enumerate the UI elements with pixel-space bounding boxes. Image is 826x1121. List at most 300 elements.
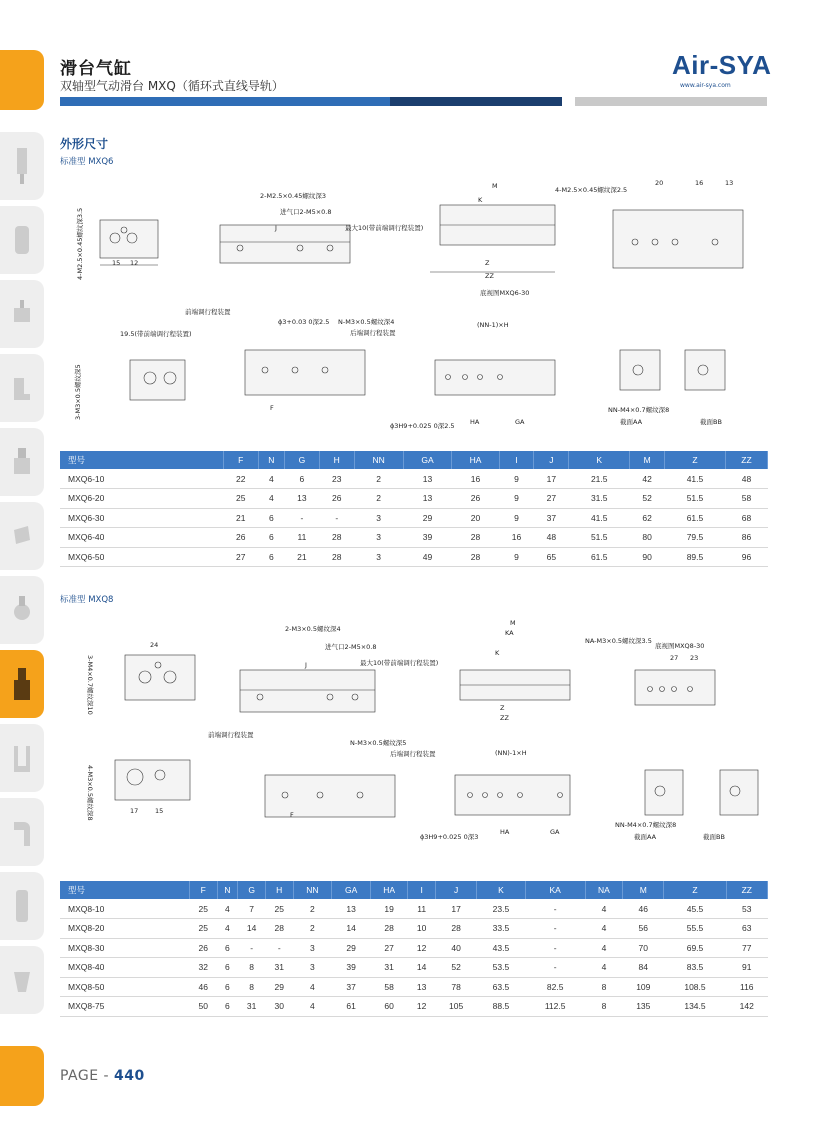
mxq6-front-adj-19-label: 19.5(带前端调行程装置) <box>120 330 192 338</box>
table-row <box>60 469 768 489</box>
mxq8-bottom-adj-view <box>420 749 570 841</box>
table-cell: 116 <box>726 977 767 997</box>
mxq8-technical-drawing <box>60 615 780 875</box>
table-cell: 78 <box>435 977 476 997</box>
elbow-icon <box>12 812 32 852</box>
table-cell: 46 <box>189 977 217 997</box>
table-cell: - <box>525 958 585 978</box>
mxq8-n-thread-label: N-M3×0.5螺纹深5 <box>350 739 407 747</box>
svg-text:ZZ: ZZ <box>500 714 509 722</box>
table-cell: 84 <box>623 958 664 978</box>
table-cell: 13 <box>332 899 371 919</box>
model-cell: MXQ6-40 <box>60 528 223 548</box>
table-cell: 80 <box>630 528 665 548</box>
mxq8-section-views <box>615 770 758 841</box>
svg-text:K: K <box>478 196 483 204</box>
category-tab-12[interactable] <box>0 946 44 1014</box>
table-cell: 27 <box>223 547 258 567</box>
table-cell: 30 <box>265 997 293 1017</box>
mxq8-nn-m4-label: NN-M4×0.7螺纹深8 <box>615 821 677 829</box>
svg-text:27: 27 <box>670 654 679 662</box>
table-cell: - <box>525 899 585 919</box>
svg-text:K: K <box>495 649 500 657</box>
bracket-icon <box>12 738 32 778</box>
svg-text:GA: GA <box>515 418 525 426</box>
table-cell: 109 <box>623 977 664 997</box>
table-header-cell: G <box>238 881 266 899</box>
table-cell: 88.5 <box>477 997 525 1017</box>
rotary-icon <box>12 516 32 556</box>
model-cell: MXQ6-20 <box>60 489 223 509</box>
bottom-accent-tab <box>0 1046 44 1106</box>
table-cell: 26 <box>452 489 499 509</box>
table-row <box>60 958 768 978</box>
page-title: 滑台气缸 <box>60 59 132 79</box>
mxq6-bottom-adj-view <box>390 321 555 430</box>
table-cell: 68 <box>725 508 767 528</box>
svg-text:13: 13 <box>725 179 734 187</box>
svg-text:GA: GA <box>550 828 560 836</box>
table-cell: 28 <box>370 919 407 939</box>
category-tab-3[interactable] <box>0 280 44 348</box>
mxq6-rear-adj-label: 后端调行程装置 <box>350 329 396 337</box>
table-header-cell: I <box>408 881 436 899</box>
mxq6-phi3-label: ϕ3+0.03 0深2.5 <box>278 318 330 326</box>
table-cell: 53 <box>726 899 767 919</box>
table-header-cell: GA <box>403 451 452 469</box>
mxq8-front-view <box>240 624 438 712</box>
table-cell: 21 <box>284 547 319 567</box>
table-cell: 63 <box>726 919 767 939</box>
table-cell: 26 <box>223 528 258 548</box>
table-header-cell: H <box>265 881 293 899</box>
table-cell: 4 <box>258 469 284 489</box>
mxq8-top-thread-label: 2-M3×0.5螺纹深4 <box>285 625 341 633</box>
table-cell: 46 <box>623 899 664 919</box>
mxq8-spec-table <box>60 881 768 1017</box>
table-cell: 14 <box>408 958 436 978</box>
table-cell: 9 <box>499 489 534 509</box>
table-cell: 8 <box>238 977 266 997</box>
table-cell: - <box>525 938 585 958</box>
actuator-icon <box>12 590 32 630</box>
svg-text:J: J <box>305 661 307 669</box>
table-cell: 142 <box>726 997 767 1017</box>
table-row <box>60 919 768 939</box>
table-cell: 56 <box>623 919 664 939</box>
table-cell: 6 <box>217 958 238 978</box>
table-cell: 28 <box>265 919 293 939</box>
table-cell: 13 <box>284 489 319 509</box>
mxq6-section-bb-label: 截面BB <box>700 418 722 426</box>
page-subtitle: 双轴型气动滑台 MXQ（循环式直线导轨） <box>60 79 284 93</box>
svg-text:J: J <box>275 224 277 232</box>
mxq6-nn-h-label: (NN-1)×H <box>477 321 509 329</box>
table-cell: 3 <box>293 938 332 958</box>
mxq8-na-thread-label: NA-M3×0.5螺纹深3.5 <box>585 637 652 645</box>
table-cell: 11 <box>284 528 319 548</box>
table-cell: 29 <box>265 977 293 997</box>
mxq6-nn-m4-label: NN-M4×0.7螺纹深8 <box>608 406 670 414</box>
table-cell: 48 <box>725 469 767 489</box>
table-cell: 45.5 <box>664 899 726 919</box>
table-header-cell: GA <box>332 881 371 899</box>
mxq6-side-adj-view <box>185 307 396 412</box>
mxq6-top-thread-label: 2-M2.5×0.45螺纹深3 <box>260 192 326 200</box>
table-cell: 3 <box>293 958 332 978</box>
mxq8-label: 标准型 MXQ8 <box>60 595 114 605</box>
mxq6-phi3h9-label: ϕ3H9+0.025 0深2.5 <box>390 422 455 430</box>
svg-text:15: 15 <box>112 259 121 267</box>
table-header-cell: N <box>258 451 284 469</box>
table-header-cell: K <box>477 881 525 899</box>
table-row <box>60 938 768 958</box>
table-cell: 58 <box>725 489 767 509</box>
table-cell: 112.5 <box>525 997 585 1017</box>
table-header-cell: G <box>284 451 319 469</box>
table-cell: 2 <box>354 469 403 489</box>
svg-text:24: 24 <box>150 641 159 649</box>
table-row <box>60 997 768 1017</box>
cylinder-icon <box>12 220 32 260</box>
mxq8-bottom-view <box>635 641 715 705</box>
mxq8-front-adj-label: 前端调行程装置 <box>208 731 254 739</box>
table-cell: 86 <box>725 528 767 548</box>
table-cell: 4 <box>293 977 332 997</box>
table-row <box>60 508 768 528</box>
svg-text:Z: Z <box>485 259 490 267</box>
svg-text:20: 20 <box>655 179 664 187</box>
svg-text:12: 12 <box>130 259 139 267</box>
table-cell: 2 <box>293 919 332 939</box>
table-header-cell: NN <box>293 881 332 899</box>
header-bar-navy <box>390 97 562 106</box>
svg-text:HA: HA <box>500 828 510 836</box>
table-cell: 28 <box>452 547 499 567</box>
table-cell: 90 <box>630 547 665 567</box>
svg-text:15: 15 <box>155 807 164 815</box>
mxq6-technical-drawing <box>60 170 780 440</box>
table-cell: 4 <box>585 899 622 919</box>
table-cell: 11 <box>408 899 436 919</box>
table-cell: 51.5 <box>665 489 726 509</box>
table-cell: 69.5 <box>664 938 726 958</box>
table-cell: 6 <box>258 528 284 548</box>
category-tab-2[interactable] <box>0 206 44 274</box>
valve-icon <box>12 294 32 334</box>
table-cell: 53.5 <box>477 958 525 978</box>
table-cell: 70 <box>623 938 664 958</box>
table-cell: 13 <box>408 977 436 997</box>
table-row <box>60 547 768 567</box>
table-header-cell: 型号 <box>60 881 189 899</box>
table-cell: 40 <box>435 938 476 958</box>
table-cell: 26 <box>319 489 354 509</box>
table-cell: 8 <box>585 997 622 1017</box>
table-header-cell: NN <box>354 451 403 469</box>
cylinder-icon <box>12 146 32 186</box>
table-cell: 4 <box>217 899 238 919</box>
table-cell: 61.5 <box>665 508 726 528</box>
table-header-cell: N <box>217 881 238 899</box>
model-cell: MXQ6-30 <box>60 508 223 528</box>
section-title: 外形尺寸 <box>60 137 109 151</box>
cup-icon <box>12 960 32 1000</box>
mxq8-m3-thread-label: 4-M3×0.5螺纹深8 <box>86 765 94 821</box>
table-cell: 25 <box>265 899 293 919</box>
category-tab-11[interactable] <box>0 872 44 940</box>
table-cell: 65 <box>534 547 569 567</box>
table-cell: 6 <box>217 997 238 1017</box>
mxq6-front-adj-label: 前端调行程装置 <box>185 308 231 316</box>
table-cell: 4 <box>585 958 622 978</box>
table-cell: 26 <box>189 938 217 958</box>
mxq8-max-stroke-label: 最大10(带前端调行程装置) <box>360 659 439 667</box>
header-bar-grey <box>575 97 767 106</box>
table-cell: 3 <box>354 528 403 548</box>
table-header-cell: J <box>534 451 569 469</box>
table-cell: 6 <box>258 508 284 528</box>
table-cell: 39 <box>403 528 452 548</box>
table-cell: 51.5 <box>569 528 630 548</box>
mxq6-n-thread-label: N-M3×0.5螺纹深4 <box>338 318 395 326</box>
mxq8-side-adj-view <box>208 730 436 819</box>
mxq8-section-aa-label: 截面AA <box>634 833 657 841</box>
mxq6-max-stroke-label: 最大10(带前端调行程装置) <box>345 224 424 232</box>
mxq8-bottom-view-label: 底视图MXQ8-30 <box>655 642 705 650</box>
table-cell: 63.5 <box>477 977 525 997</box>
model-cell: MXQ8-10 <box>60 899 189 919</box>
table-cell: 50 <box>189 997 217 1017</box>
model-cell: MXQ8-20 <box>60 919 189 939</box>
slide-table-icon <box>12 664 32 704</box>
table-cell: 2 <box>293 899 332 919</box>
table-cell: 13 <box>403 489 452 509</box>
table-header-cell: KA <box>525 881 585 899</box>
table-header-cell: NA <box>585 881 622 899</box>
table-cell: 52 <box>435 958 476 978</box>
table-header-cell: J <box>435 881 476 899</box>
table-header-cell: 型号 <box>60 451 223 469</box>
table-cell: 31.5 <box>569 489 630 509</box>
table-row <box>60 899 768 919</box>
table-cell: 6 <box>217 977 238 997</box>
mxq6-spec-table <box>60 451 768 567</box>
table-cell: 21.5 <box>569 469 630 489</box>
mxq8-top-view <box>460 619 652 722</box>
fitting-icon <box>12 368 32 408</box>
table-cell: 6 <box>258 547 284 567</box>
mxq6-end-view <box>73 329 192 420</box>
mxq8-side-thread-label: 3-M4×0.7螺纹深10 <box>86 655 94 715</box>
table-cell: - <box>284 508 319 528</box>
mxq6-label: 标准型 MXQ6 <box>60 157 114 167</box>
table-cell: 10 <box>408 919 436 939</box>
brand-url: www.air-sya.com <box>680 82 731 89</box>
table-cell: 79.5 <box>665 528 726 548</box>
mxq6-bottom-thread-label: 4-M2.5×0.45螺纹深2.5 <box>555 186 628 194</box>
table-header-row <box>60 881 768 899</box>
table-cell: 8 <box>585 977 622 997</box>
table-cell: 27 <box>370 938 407 958</box>
svg-text:M: M <box>510 619 516 627</box>
mxq6-top-view <box>430 182 627 280</box>
category-tab-1[interactable] <box>0 132 44 200</box>
table-cell: 96 <box>725 547 767 567</box>
table-header-cell: ZZ <box>725 451 767 469</box>
table-cell: 19 <box>370 899 407 919</box>
table-cell: 89.5 <box>665 547 726 567</box>
table-cell: - <box>238 938 266 958</box>
category-tab-6[interactable] <box>0 502 44 570</box>
svg-text:23: 23 <box>690 654 699 662</box>
category-sidebar <box>0 132 44 1020</box>
table-cell: - <box>525 919 585 939</box>
table-cell: 3 <box>354 508 403 528</box>
model-cell: MXQ6-50 <box>60 547 223 567</box>
model-cell: MXQ8-50 <box>60 977 189 997</box>
table-cell: 7 <box>238 899 266 919</box>
mxq8-side-view <box>86 641 195 715</box>
model-cell: MXQ6-10 <box>60 469 223 489</box>
mxq6-side-thread-label: 4-M2.5×0.45螺纹深3.5 <box>76 207 84 280</box>
table-cell: 28 <box>319 547 354 567</box>
mxq6-section-aa-label: 截面AA <box>620 418 643 426</box>
table-cell: 31 <box>370 958 407 978</box>
svg-text:KA: KA <box>505 629 514 637</box>
table-cell: 77 <box>726 938 767 958</box>
table-cell: 4 <box>217 919 238 939</box>
table-cell: 29 <box>403 508 452 528</box>
category-tab-9[interactable] <box>0 724 44 792</box>
table-cell: 23.5 <box>477 899 525 919</box>
table-row <box>60 977 768 997</box>
svg-text:M: M <box>492 182 498 190</box>
table-cell: 14 <box>238 919 266 939</box>
table-cell: 4 <box>585 919 622 939</box>
table-header-cell: F <box>223 451 258 469</box>
category-tab-10[interactable] <box>0 798 44 866</box>
table-cell: 25 <box>189 919 217 939</box>
table-cell: 22 <box>223 469 258 489</box>
table-row <box>60 528 768 548</box>
table-cell: 39 <box>332 958 371 978</box>
table-cell: 3 <box>354 547 403 567</box>
category-tab-7[interactable] <box>0 576 44 644</box>
table-cell: 25 <box>223 489 258 509</box>
mxq6-port-label: 进气口2-M5×0.8 <box>280 208 332 216</box>
table-cell: 6 <box>284 469 319 489</box>
page-prefix: PAGE - <box>60 1068 115 1084</box>
svg-text:F: F <box>270 404 274 412</box>
table-cell: 23 <box>319 469 354 489</box>
table-cell: 29 <box>332 938 371 958</box>
table-row <box>60 489 768 509</box>
table-header-cell: M <box>623 881 664 899</box>
table-cell: 91 <box>726 958 767 978</box>
svg-text:ZZ: ZZ <box>485 272 494 280</box>
model-cell: MXQ8-40 <box>60 958 189 978</box>
svg-text:16: 16 <box>695 179 704 187</box>
category-tab-4[interactable] <box>0 354 44 422</box>
svg-text:Z: Z <box>500 704 505 712</box>
table-cell: 37 <box>534 508 569 528</box>
page-number-value: 440 <box>114 1068 145 1084</box>
table-cell: 135 <box>623 997 664 1017</box>
table-header-cell: K <box>569 451 630 469</box>
table-header-cell: F <box>189 881 217 899</box>
table-cell: 28 <box>319 528 354 548</box>
mxq8-nn-h-label: (NN)-1×H <box>495 749 527 757</box>
gripper-icon <box>12 442 32 482</box>
table-cell: 28 <box>435 919 476 939</box>
svg-text:F: F <box>290 811 294 819</box>
table-cell: 82.5 <box>525 977 585 997</box>
category-tab-slide-table[interactable] <box>0 650 44 718</box>
page-number <box>60 1068 145 1084</box>
table-cell: 55.5 <box>664 919 726 939</box>
model-cell: MXQ8-30 <box>60 938 189 958</box>
table-cell: 20 <box>452 508 499 528</box>
table-header-cell: Z <box>664 881 726 899</box>
table-cell: 2 <box>354 489 403 509</box>
table-cell: 33.5 <box>477 919 525 939</box>
table-cell: 9 <box>499 547 534 567</box>
table-cell: 12 <box>408 997 436 1017</box>
table-header-cell: I <box>499 451 534 469</box>
table-cell: 42 <box>630 469 665 489</box>
table-cell: 14 <box>332 919 371 939</box>
table-cell: 52 <box>630 489 665 509</box>
svg-text:HA: HA <box>470 418 480 426</box>
brand-logo: Air-SYA <box>672 50 772 80</box>
table-cell: 21 <box>223 508 258 528</box>
table-cell: 13 <box>403 469 452 489</box>
table-cell: 25 <box>189 899 217 919</box>
table-cell: 9 <box>499 469 534 489</box>
mxq6-bottom-view-label: 底视图MXQ6-30 <box>480 289 530 297</box>
table-cell: 83.5 <box>664 958 726 978</box>
table-cell: 12 <box>408 938 436 958</box>
table-cell: 4 <box>585 938 622 958</box>
mxq8-port-label: 进气口2-M5×0.8 <box>325 643 377 651</box>
table-cell: 58 <box>370 977 407 997</box>
table-cell: 16 <box>499 528 534 548</box>
table-cell: 4 <box>258 489 284 509</box>
table-cell: - <box>319 508 354 528</box>
table-cell: 134.5 <box>664 997 726 1017</box>
table-cell: 6 <box>217 938 238 958</box>
table-cell: 9 <box>499 508 534 528</box>
table-cell: 32 <box>189 958 217 978</box>
table-header-cell: M <box>630 451 665 469</box>
table-cell: 61.5 <box>569 547 630 567</box>
table-cell: 4 <box>293 997 332 1017</box>
mxq8-end-view <box>86 760 190 821</box>
table-cell: 60 <box>370 997 407 1017</box>
table-cell: 105 <box>435 997 476 1017</box>
header-bar-blue <box>60 97 390 106</box>
svg-text:17: 17 <box>130 807 139 815</box>
table-header-cell: ZZ <box>726 881 767 899</box>
table-cell: 28 <box>452 528 499 548</box>
table-cell: 17 <box>534 469 569 489</box>
silencer-icon <box>12 886 32 926</box>
mxq8-phi3h9-label: ϕ3H9+0.025 0深3 <box>420 833 479 841</box>
category-tab-5[interactable] <box>0 428 44 496</box>
top-accent-tab <box>0 50 44 110</box>
table-header-cell: Z <box>665 451 726 469</box>
